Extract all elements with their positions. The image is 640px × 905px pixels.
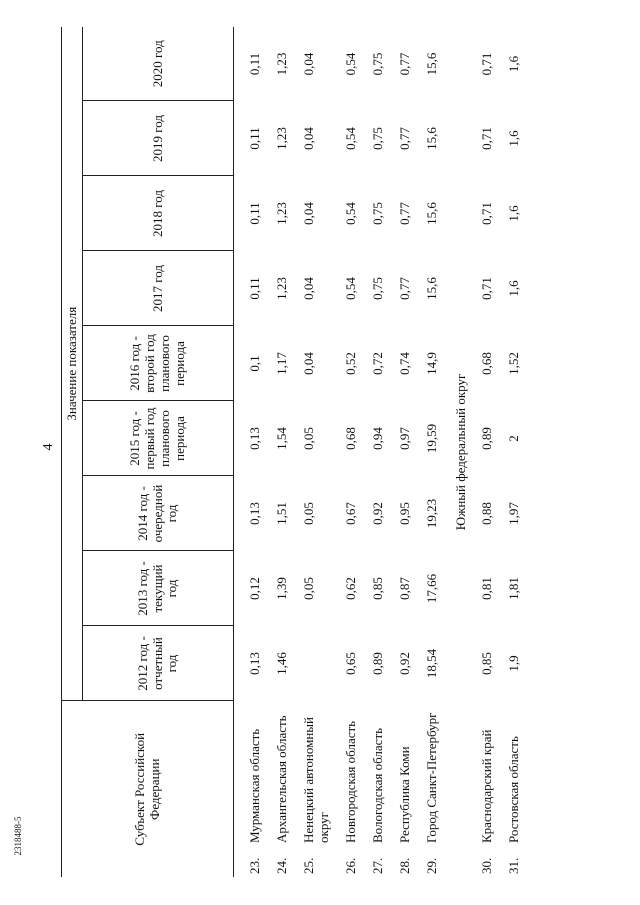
value-cell: 0,94 [369,427,385,450]
row-number: 27. [369,857,385,874]
value-cell: 0,75 [369,52,385,76]
table-row [359,27,386,877]
value-cell: 0,95 [396,502,412,525]
value-cell: 0,11 [247,277,262,300]
section-row [440,27,469,877]
region-name: Мурманская область [247,728,262,843]
value-cell: 0,81 [479,577,495,600]
value-cell: 0,54 [342,202,358,225]
value-cell: 0,75 [369,277,385,300]
region-name: Архангельская область [273,715,289,843]
region-name: Вологодская область [369,727,385,843]
value-cell: 1,97 [506,502,522,525]
header-year: 2014 год - очередной год [83,476,234,551]
value-cell: 0,05 [300,577,316,600]
value-cell: 0,54 [342,277,358,300]
value-cell: 15,6 [423,127,439,150]
header-indicator-value-label: Значение показателя [63,306,79,421]
value-cell: 0,71 [479,202,495,225]
value-cell: 0,62 [342,577,358,600]
region-name: Республика Коми [396,746,412,843]
header-year: 2013 год - текущий год [83,551,234,626]
header-year: 2019 год [83,101,234,176]
value-cell: 1,39 [273,577,289,600]
value-cell: 1,52 [506,352,522,375]
table-row [290,27,332,877]
value-cell: 0,74 [396,352,412,375]
value-cell: 0,04 [300,127,316,150]
table-row [413,27,440,877]
value-cell: 0,88 [479,502,495,525]
value-cell: 0,13 [247,652,262,675]
value-cell: 1,46 [273,652,289,675]
table-body-north-west [234,27,440,877]
table-row [332,27,359,877]
value-cell: 0,13 [247,502,262,525]
value-cell: 14,9 [423,352,439,375]
value-cell: 19,59 [423,423,439,454]
value-cell: 0,92 [369,502,385,525]
table-row [263,27,290,877]
header-year: 2016 год - второй год планового периода [83,326,234,401]
row-number: 26. [342,857,358,874]
row-number: 25. [300,857,316,874]
value-cell: 0,71 [479,52,495,76]
header-year: 2017 год [83,251,234,326]
value-cell: 0,54 [342,127,358,150]
value-cell: 15,6 [423,52,439,76]
page-number: 4 [41,443,56,451]
table-row [468,27,495,877]
value-cell: 0,11 [247,202,262,225]
rotated-table-block [61,27,581,877]
value-cell: 0,71 [479,277,495,300]
table-row [386,27,413,877]
value-cell: 1,6 [506,130,522,147]
section-title: Южный федеральный округ [452,373,468,531]
value-cell: 0,68 [342,427,358,450]
value-cell: 0,68 [479,352,495,375]
table-row [495,27,522,877]
header-indicator-value [62,27,83,701]
value-cell: 17,66 [423,573,439,604]
row-number: 31. [506,857,522,874]
value-cell: 0,77 [396,127,412,150]
value-cell: 1,23 [273,202,289,225]
value-cell: 1,81 [506,577,522,600]
value-cell: 0,75 [369,202,385,225]
value-cell: 0,77 [396,202,412,225]
value-cell: 0,85 [479,652,495,675]
value-cell: 1,23 [273,52,289,76]
region-name: Город Санкт-Петербург [423,712,439,843]
table-section [440,27,469,877]
value-cell: 0,72 [369,352,385,375]
value-cell: 0,04 [300,277,316,300]
value-cell: 0,77 [396,277,412,300]
value-cell: 1,54 [273,427,289,450]
value-cell: 0,85 [369,577,385,600]
value-cell: 1,6 [506,280,522,297]
value-cell: 0,11 [247,127,262,150]
value-cell: 0,05 [300,427,316,450]
region-name: Краснодарский край [479,729,495,843]
header-subject-label: Субъект Российской Федерации [131,732,162,846]
value-cell: 0,89 [369,652,385,675]
value-cell: 0,1 [247,355,262,372]
region-name: Новгородская область [342,720,358,843]
value-cell: 0,89 [479,427,495,450]
value-cell: 0,67 [342,502,358,525]
value-cell: 1,23 [273,127,289,150]
value-cell: 1,6 [506,205,522,222]
row-number: 28. [396,857,412,874]
value-cell: 0,97 [396,427,412,450]
header-year: 2012 год - отчетный год [83,626,234,701]
value-cell [290,626,332,701]
header-year: 2015 год - первый год планового периода [83,401,234,476]
value-cell: 0,04 [300,52,316,76]
value-cell: 0,87 [396,577,412,600]
document-code: 2318488-5 [13,816,23,856]
table-row [234,27,263,877]
value-cell: 2 [506,435,522,442]
indicator-table [61,27,522,877]
value-cell: 0,11 [247,52,262,76]
value-cell: 1,6 [506,55,522,73]
table-body-south [468,27,522,877]
value-cell: 19,23 [423,498,439,529]
value-cell: 0,71 [479,127,495,150]
value-cell: 0,04 [300,202,316,225]
value-cell: 1,9 [506,655,522,672]
value-cell: 0,13 [247,427,262,450]
value-cell: 0,65 [342,652,358,675]
value-cell: 1,17 [273,352,289,375]
row-number: 29. [423,857,439,874]
region-name: Ростовская область [506,736,522,843]
value-cell: 15,6 [423,277,439,300]
value-cell: 1,23 [273,277,289,300]
row-number: 24. [273,857,289,874]
row-number: 30. [479,857,495,874]
header-year: 2020 год [83,27,234,101]
value-cell: 15,6 [423,202,439,225]
table-header-row [62,27,83,877]
value-cell: 0,77 [396,52,412,76]
value-cell: 0,04 [300,352,316,375]
value-cell: 0,05 [300,502,316,525]
header-subject [62,701,234,877]
value-cell: 0,52 [342,352,358,375]
value-cell: 0,12 [247,577,262,600]
value-cell: 0,92 [396,652,412,675]
value-cell: 0,54 [342,52,358,76]
region-name: Ненецкий автономный округ [300,716,331,843]
value-cell: 18,54 [423,648,439,679]
value-cell: 0,75 [369,127,385,150]
header-year: 2018 год [83,176,234,251]
row-number: 23. [247,857,262,874]
value-cell: 1,51 [273,502,289,525]
